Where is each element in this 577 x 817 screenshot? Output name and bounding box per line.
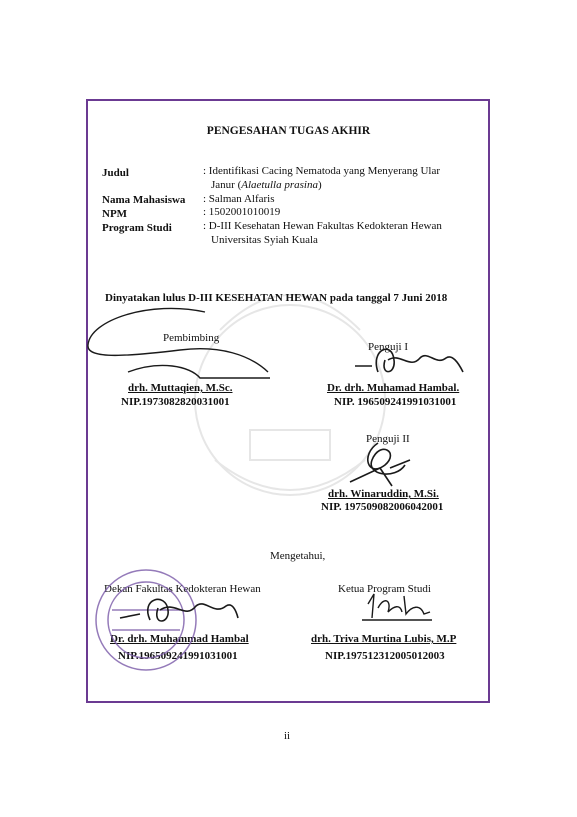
pembimbing-name: drh. Muttaqien, M.Sc.	[128, 382, 233, 394]
ketua-nip: NIP.197512312005012003	[325, 650, 445, 662]
nama-value: : Salman Alfaris	[203, 193, 275, 205]
penguji1-name: Dr. drh. Muhamad Hambal.	[327, 382, 460, 394]
pembimbing-nip: NIP.1973082820031001	[121, 396, 230, 408]
judul-value: : Identifikasi Cacing Nematoda yang Menyerang Ular	[203, 165, 441, 177]
prodi-value: : D-III Kesehatan Hewan Fakultas Kedokteran Hewan	[203, 220, 442, 232]
dekan-stamp	[96, 570, 196, 670]
penguji2-name: drh. Winaruddin, M.Si.	[328, 488, 439, 500]
judul-label: Judul	[102, 167, 129, 179]
ketua-role: Ketua Program Studi	[338, 583, 431, 595]
dekan-nip: NIP.196509241991031001	[118, 650, 238, 662]
npm-value: : 1502001010019	[203, 206, 281, 218]
penguji1-nip: NIP. 196509241991031001	[334, 396, 457, 408]
penguji2-role: Penguji II	[366, 433, 410, 445]
npm-label: NPM	[102, 208, 128, 220]
dekan-role: Dekan Fakultas Kedokteran Hewan	[104, 583, 261, 595]
prodi-label: Program Studi	[102, 222, 172, 234]
prodi-value-continued: Universitas Syiah Kuala	[211, 234, 318, 246]
ketua-signature	[362, 594, 432, 620]
penguji1-role: Penguji I	[368, 341, 409, 353]
nama-label: Nama Mahasiswa	[102, 194, 186, 206]
penguji2-nip: NIP. 197509082006042001	[321, 501, 444, 513]
judul-value-continued: Janur (Alaetulla prasina)	[211, 179, 322, 191]
dekan-name: Dr. drh. Muhammad Hambal	[110, 633, 249, 645]
page-number: ii	[284, 730, 291, 742]
ketua-name: drh. Triva Murtina Lubis, M.P	[311, 633, 457, 645]
pembimbing-role: Pembimbing	[163, 332, 220, 344]
document-title: PENGESAHAN TUGAS AKHIR	[206, 125, 371, 137]
pembimbing-signature	[88, 308, 270, 378]
mengetahui: Mengetahui,	[270, 550, 326, 562]
penguji2-signature	[350, 443, 410, 486]
declaration: Dinyatakan lulus D-III KESEHATAN HEWAN pada tanggal 7 Juni 2018	[105, 292, 448, 304]
penguji1-signature	[355, 349, 463, 372]
